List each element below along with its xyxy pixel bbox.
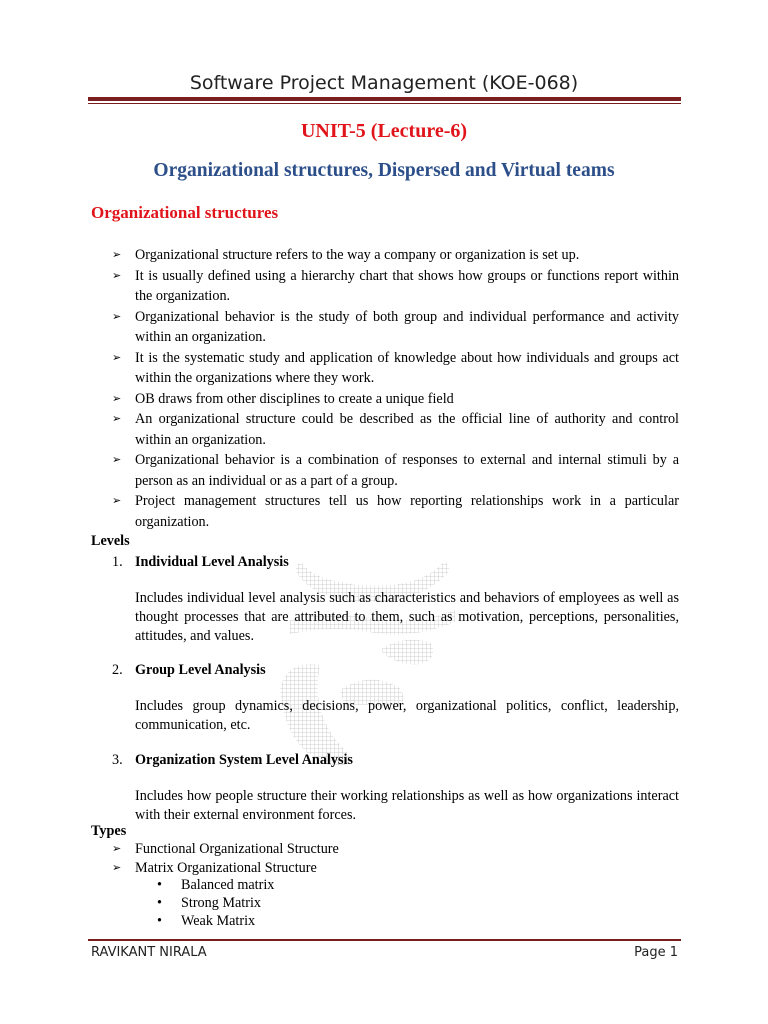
level-title: Group Level Analysis	[135, 662, 266, 678]
level-description: Includes how people structure their working relationships as well as how organizations interact with their external environment forces.	[135, 788, 679, 823]
level-number: 2.	[112, 662, 123, 678]
arrowhead-icon: ➢	[112, 454, 122, 466]
level-heading	[112, 554, 289, 571]
level-heading	[112, 752, 353, 769]
list-item: ➢ It is the systematic study and application of knowledge about how individuals and groups act within the organizations where they work.	[112, 349, 679, 386]
list-item: ➢ It is usually defined using a hierarchy chart that shows how groups or functions report within the organization.	[112, 267, 679, 304]
level-heading	[112, 662, 266, 679]
list-item: ➢ Organizational structure refers to the way a company or organization is set up.	[112, 245, 679, 266]
arrowhead-icon: ➢	[112, 495, 122, 507]
list-item: ➢ An organizational structure could be described as the official line of authority and control within an organization.	[112, 411, 679, 448]
level-number: 1.	[112, 554, 123, 570]
bullet-list	[112, 245, 679, 532]
matrix-subtypes-list	[157, 876, 274, 931]
list-item: • Strong Matrix	[157, 895, 261, 912]
list-item: ➢ Matrix Organizational Structure	[112, 859, 317, 876]
arrowhead-icon: ➢	[112, 269, 122, 282]
page-number: Page 1	[634, 945, 678, 960]
main-title: Organizational structures, Dispersed and Virtual teams	[153, 160, 615, 181]
watermark-logo	[270, 540, 470, 770]
level-description: Includes individual level analysis such as characteristics and behaviors of employees as well as thought processes that are attributed to them, such as motivation, perceptions, personalities, attitudes, and values.	[135, 590, 679, 644]
arrowhead-icon: ➢	[112, 843, 122, 855]
header-rule	[88, 97, 681, 101]
list-item: ➢ Organizational behavior is the study of both group and individual performance and activity within an organization.	[112, 308, 679, 345]
arrowhead-icon: ➢	[112, 310, 122, 323]
list-item: ➢ Organizational behavior is a combination of responses to external and internal stimuli by a person as an individual or as a part of a group.	[112, 452, 679, 489]
footer-rule	[88, 939, 681, 941]
list-item: ➢ Project management structures tell us how reporting relationships work in a particular organization.	[112, 493, 679, 530]
dot-icon: •	[157, 877, 162, 893]
dot-icon: •	[157, 895, 162, 912]
level-title: Organization System Level Analysis	[135, 752, 353, 768]
levels-heading: Levels	[91, 533, 130, 549]
level-title: Individual Level Analysis	[135, 554, 289, 570]
list-item: ➢ Functional Organizational Structure	[112, 841, 339, 857]
section-title: Organizational structures	[91, 203, 279, 222]
arrowhead-icon: ➢	[112, 861, 122, 874]
arrowhead-icon: ➢	[112, 413, 122, 425]
list-item: ➢ OB draws from other disciplines to create a unique field	[112, 389, 679, 410]
arrowhead-icon: ➢	[112, 351, 122, 364]
footer-author: RAVIKANT NIRALA	[91, 945, 207, 960]
level-description: Includes group dynamics, decisions, power, organizational politics, conflict, leadership, communication, etc.	[135, 698, 679, 733]
list-item: • Weak Matrix	[157, 913, 256, 930]
unit-title: UNIT-5 (Lecture-6)	[300, 120, 468, 142]
arrowhead-icon: ➢	[112, 249, 122, 261]
arrowhead-icon: ➢	[112, 392, 122, 405]
header-title: Software Project Management (KOE-068)	[189, 72, 579, 94]
header-rule-thin	[88, 103, 681, 104]
level-number: 3.	[112, 752, 123, 768]
list-item: • Balanced matrix	[157, 877, 275, 893]
types-list	[112, 840, 339, 877]
types-heading: Types	[91, 823, 127, 839]
dot-icon: •	[157, 913, 162, 930]
